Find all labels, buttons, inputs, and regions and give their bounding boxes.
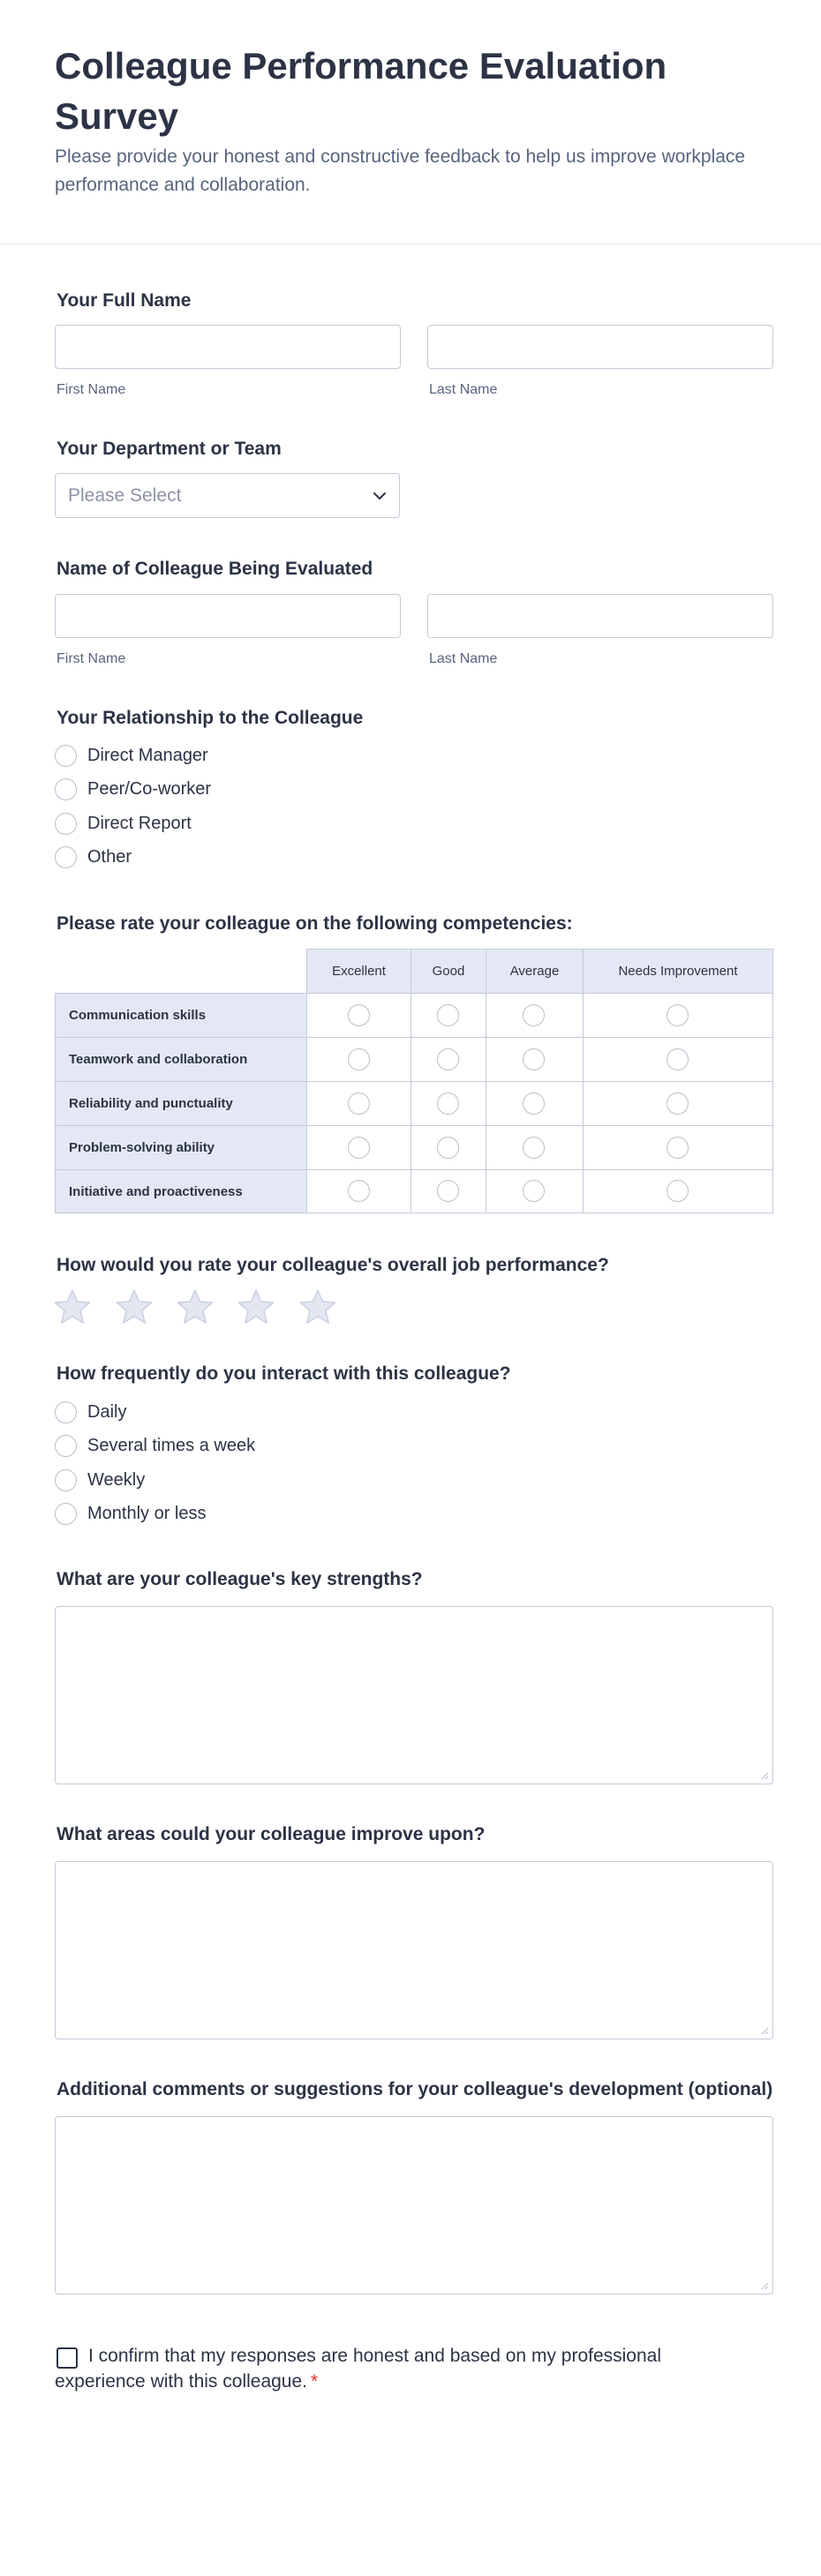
form-subtitle: Please provide your honest and constructive feedback to help us improve workplace performance and collaboration. bbox=[55, 146, 746, 195]
star-icon[interactable] bbox=[176, 1288, 215, 1326]
comments-label: Additional comments or suggestions for your colleague's development (optional) bbox=[56, 2079, 773, 2099]
matrix-row-label: Communication skills bbox=[55, 993, 307, 1038]
strengths-textarea[interactable] bbox=[55, 1606, 773, 1784]
relationship-option-label: Peer/Co-worker bbox=[87, 778, 212, 799]
colleague-first-input[interactable] bbox=[55, 594, 401, 638]
colleague-last-input[interactable] bbox=[427, 594, 773, 638]
matrix-radio-button[interactable] bbox=[667, 1048, 689, 1070]
matrix-radio-button[interactable] bbox=[523, 1093, 545, 1115]
frequency-option[interactable] bbox=[55, 1468, 145, 1492]
resize-handle-icon[interactable] bbox=[760, 1771, 769, 1780]
matrix-radio-button[interactable] bbox=[437, 1180, 459, 1202]
full-name-label: Your Full Name bbox=[56, 290, 192, 311]
relationship-option-label: Direct Report bbox=[87, 813, 192, 833]
radio-button[interactable] bbox=[55, 846, 77, 868]
star-icon[interactable] bbox=[115, 1288, 154, 1326]
department-placeholder: Please Select bbox=[68, 485, 182, 506]
confirm-checkbox[interactable] bbox=[56, 2347, 78, 2369]
matrix-column-header: Good bbox=[410, 949, 486, 994]
matrix-column-header: Needs Improvement bbox=[583, 949, 773, 994]
matrix-radio-button[interactable] bbox=[667, 1093, 689, 1115]
matrix-radio-button[interactable] bbox=[667, 1137, 689, 1159]
matrix-radio-button[interactable] bbox=[348, 1180, 370, 1202]
star-icon[interactable] bbox=[53, 1288, 92, 1326]
matrix-radio-button[interactable] bbox=[523, 1004, 545, 1026]
matrix-radio-button[interactable] bbox=[348, 1004, 370, 1026]
matrix-radio-button[interactable] bbox=[667, 1180, 689, 1202]
strengths-label: What are your colleague's key strengths? bbox=[56, 1569, 423, 1589]
full-name-last-sublabel: Last Name bbox=[429, 382, 498, 397]
radio-button[interactable] bbox=[55, 1401, 77, 1423]
competencies-label: Please rate your colleague on the following competencies: bbox=[56, 913, 573, 934]
relationship-option-label: Other bbox=[87, 846, 132, 867]
matrix-radio-button[interactable] bbox=[523, 1048, 545, 1070]
comments-textarea[interactable] bbox=[55, 2116, 773, 2294]
competency-matrix bbox=[55, 949, 773, 1213]
star-icon[interactable] bbox=[298, 1288, 337, 1326]
full-name-first-sublabel: First Name bbox=[56, 382, 126, 397]
matrix-radio-button[interactable] bbox=[348, 1093, 370, 1115]
matrix-radio-button[interactable] bbox=[523, 1180, 545, 1202]
relationship-option[interactable] bbox=[55, 777, 211, 801]
confirm-label bbox=[55, 2343, 708, 2394]
full-name-first-input[interactable] bbox=[55, 325, 401, 369]
required-mark: * bbox=[311, 2371, 319, 2392]
matrix-row-label: Teamwork and collaboration bbox=[55, 1037, 307, 1082]
matrix-radio-button[interactable] bbox=[437, 1048, 459, 1070]
relationship-option[interactable] bbox=[55, 811, 192, 836]
matrix-column-header: Average bbox=[486, 949, 584, 994]
relationship-option[interactable] bbox=[55, 845, 132, 869]
frequency-option-label: Daily bbox=[87, 1401, 127, 1422]
matrix-radio-button[interactable] bbox=[437, 1137, 459, 1159]
improve-label: What areas could your colleague improve upon? bbox=[56, 1824, 486, 1844]
radio-button[interactable] bbox=[55, 1503, 77, 1525]
frequency-option[interactable] bbox=[55, 1433, 255, 1458]
radio-button[interactable] bbox=[55, 778, 77, 800]
matrix-radio-button[interactable] bbox=[348, 1048, 370, 1070]
confirm-text: I confirm that my responses are honest and based on my professional experience with this colleague. bbox=[55, 2346, 662, 2392]
department-select[interactable] bbox=[55, 473, 400, 518]
colleague-first-sublabel: First Name bbox=[56, 651, 126, 666]
overall-rating-label: How would you rate your colleague's overall job performance? bbox=[56, 1255, 609, 1275]
matrix-radio-button[interactable] bbox=[437, 1093, 459, 1115]
radio-button[interactable] bbox=[55, 813, 77, 835]
matrix-radio-button[interactable] bbox=[437, 1004, 459, 1026]
form-header bbox=[0, 0, 821, 244]
frequency-label: How frequently do you interact with this colleague? bbox=[56, 1363, 511, 1384]
frequency-option-label: Several times a week bbox=[87, 1435, 256, 1455]
star-icon[interactable] bbox=[237, 1288, 275, 1326]
matrix-row-label: Reliability and punctuality bbox=[55, 1081, 307, 1126]
relationship-option-label: Direct Manager bbox=[87, 745, 208, 765]
department-label: Your Department or Team bbox=[56, 439, 282, 459]
radio-button[interactable] bbox=[55, 1469, 77, 1491]
full-name-last-input[interactable] bbox=[427, 325, 773, 369]
colleague-name-label: Name of Colleague Being Evaluated bbox=[56, 559, 373, 579]
relationship-label: Your Relationship to the Colleague bbox=[56, 708, 364, 728]
matrix-row-label: Problem-solving ability bbox=[55, 1125, 307, 1170]
frequency-option-label: Weekly bbox=[87, 1469, 146, 1490]
matrix-radio-button[interactable] bbox=[523, 1137, 545, 1159]
resize-handle-icon[interactable] bbox=[760, 2026, 769, 2035]
colleague-last-sublabel: Last Name bbox=[429, 651, 498, 666]
frequency-option[interactable] bbox=[55, 1501, 207, 1526]
matrix-row-label: Initiative and proactiveness bbox=[55, 1169, 307, 1213]
radio-button[interactable] bbox=[55, 1435, 77, 1457]
matrix-column-header: Excellent bbox=[306, 949, 411, 994]
form-title: Colleague Performance Evaluation Survey bbox=[55, 45, 667, 137]
matrix-radio-button[interactable] bbox=[667, 1004, 689, 1026]
improve-textarea[interactable] bbox=[55, 1861, 773, 2039]
frequency-option-label: Monthly or less bbox=[87, 1503, 207, 1523]
frequency-option[interactable] bbox=[55, 1400, 126, 1424]
radio-button[interactable] bbox=[55, 745, 77, 767]
matrix-radio-button[interactable] bbox=[348, 1137, 370, 1159]
chevron-down-icon bbox=[371, 487, 388, 505]
resize-handle-icon[interactable] bbox=[760, 2281, 769, 2290]
relationship-option[interactable] bbox=[55, 743, 208, 768]
